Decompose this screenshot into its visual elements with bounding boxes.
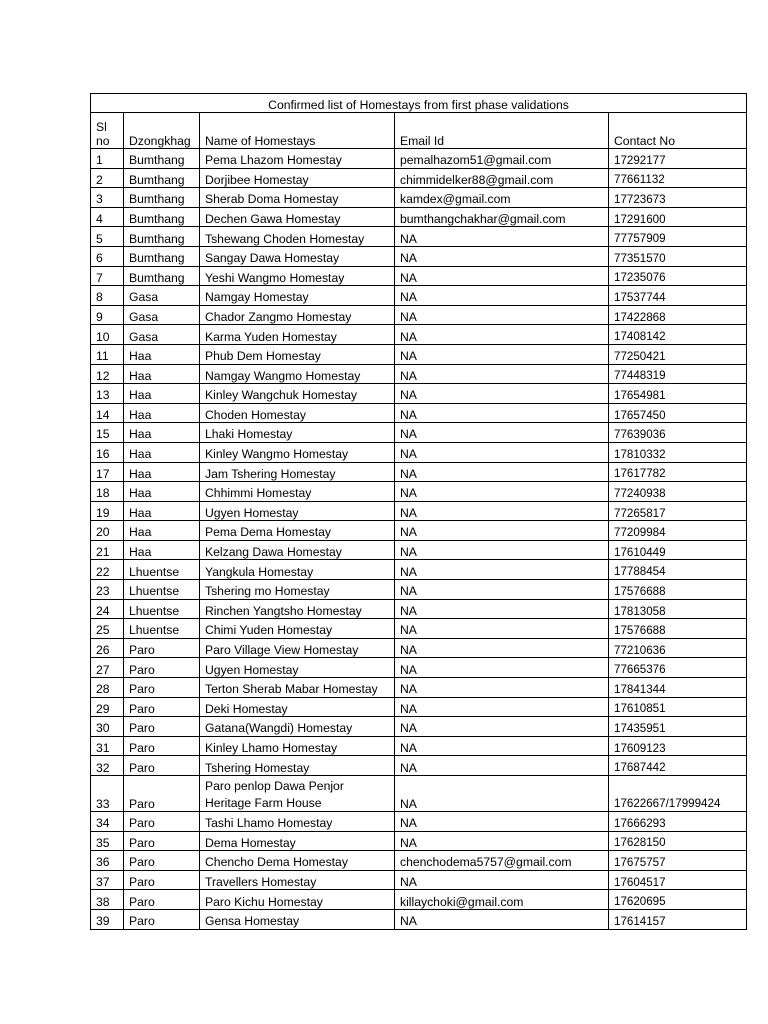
cell-email: NA: [395, 540, 609, 560]
cell-dzongkhag: Paro: [124, 697, 200, 717]
cell-sl-no: 31: [91, 736, 124, 756]
cell-homestay-name: Sherab Doma Homestay: [200, 188, 395, 208]
cell-sl-no: 25: [91, 619, 124, 639]
table-title: Confirmed list of Homestays from first phase validations: [91, 94, 747, 113]
cell-email: NA: [395, 344, 609, 364]
cell-homestay-name: Namgay Wangmo Homestay: [200, 364, 395, 384]
cell-dzongkhag: Paro: [124, 812, 200, 832]
cell-dzongkhag: Haa: [124, 403, 200, 423]
cell-contact: 17666293: [609, 812, 747, 832]
table-row: [91, 423, 747, 443]
cell-email: NA: [395, 658, 609, 678]
cell-dzongkhag: Haa: [124, 364, 200, 384]
cell-contact: 77209984: [609, 521, 747, 541]
cell-contact: 77448319: [609, 364, 747, 384]
table-row: [91, 678, 747, 698]
cell-sl-no: 8: [91, 286, 124, 306]
cell-dzongkhag: Paro: [124, 756, 200, 776]
cell-contact: 17788454: [609, 560, 747, 580]
cell-homestay-name: Ugyen Homestay: [200, 501, 395, 521]
table-row: [91, 909, 747, 929]
cell-dzongkhag: Gasa: [124, 286, 200, 306]
cell-homestay-name: Chhimmi Homestay: [200, 482, 395, 502]
cell-sl-no: 20: [91, 521, 124, 541]
cell-email: NA: [395, 812, 609, 832]
cell-email: NA: [395, 462, 609, 482]
table-row: [91, 521, 747, 541]
table-body: [91, 149, 747, 930]
homestay-table: [90, 93, 747, 930]
cell-contact: 17610449: [609, 540, 747, 560]
cell-email: killaychoki@gmail.com: [395, 890, 609, 910]
cell-contact: 77351570: [609, 246, 747, 266]
cell-homestay-name: Kinley Wangmo Homestay: [200, 442, 395, 462]
cell-homestay-name: Dechen Gawa Homestay: [200, 207, 395, 227]
cell-dzongkhag: Bumthang: [124, 246, 200, 266]
cell-email: NA: [395, 756, 609, 776]
cell-sl-no: 10: [91, 325, 124, 345]
table-row: [91, 149, 747, 169]
cell-homestay-name: Pema Dema Homestay: [200, 521, 395, 541]
cell-sl-no: 23: [91, 580, 124, 600]
cell-sl-no: 29: [91, 697, 124, 717]
table-row: [91, 501, 747, 521]
cell-homestay-name: Ugyen Homestay: [200, 658, 395, 678]
cell-email: NA: [395, 599, 609, 619]
cell-homestay-name: Kelzang Dawa Homestay: [200, 540, 395, 560]
column-header-email: Email Id: [395, 113, 609, 149]
cell-email: NA: [395, 286, 609, 306]
table-row: [91, 403, 747, 423]
table-row: [91, 851, 747, 871]
cell-email: NA: [395, 717, 609, 737]
cell-homestay-name: Kinley Wangchuk Homestay: [200, 384, 395, 404]
cell-dzongkhag: Haa: [124, 344, 200, 364]
cell-contact: 17292177: [609, 149, 747, 169]
cell-sl-no: 5: [91, 227, 124, 247]
cell-email: NA: [395, 638, 609, 658]
table-row: [91, 305, 747, 325]
table-row: [91, 188, 747, 208]
cell-dzongkhag: Lhuentse: [124, 599, 200, 619]
cell-contact: 17408142: [609, 325, 747, 345]
cell-contact: 77665376: [609, 658, 747, 678]
table-row: [91, 658, 747, 678]
cell-email: NA: [395, 246, 609, 266]
table-row: [91, 756, 747, 776]
cell-contact: 77250421: [609, 344, 747, 364]
cell-email: NA: [395, 909, 609, 929]
cell-homestay-name: Paro penlop Dawa Penjor Heritage Farm House: [200, 776, 395, 812]
cell-contact: 17235076: [609, 266, 747, 286]
cell-homestay-name: Chimi Yuden Homestay: [200, 619, 395, 639]
cell-email: NA: [395, 580, 609, 600]
cell-email: NA: [395, 678, 609, 698]
cell-sl-no: 9: [91, 305, 124, 325]
cell-contact: 17576688: [609, 619, 747, 639]
cell-sl-no: 13: [91, 384, 124, 404]
cell-homestay-name: Pema Lhazom Homestay: [200, 149, 395, 169]
cell-email: bumthangchakhar@gmail.com: [395, 207, 609, 227]
table-row: [91, 344, 747, 364]
cell-email: NA: [395, 364, 609, 384]
cell-email: NA: [395, 403, 609, 423]
cell-dzongkhag: Haa: [124, 521, 200, 541]
table-row: [91, 246, 747, 266]
table-row: [91, 384, 747, 404]
cell-email: NA: [395, 560, 609, 580]
table-row: [91, 442, 747, 462]
cell-homestay-name: Paro Village View Homestay: [200, 638, 395, 658]
table-row: [91, 560, 747, 580]
cell-dzongkhag: Gasa: [124, 305, 200, 325]
cell-dzongkhag: Paro: [124, 870, 200, 890]
cell-homestay-name: Gatana(Wangdi) Homestay: [200, 717, 395, 737]
table-row: [91, 482, 747, 502]
cell-email: NA: [395, 384, 609, 404]
cell-email: NA: [395, 442, 609, 462]
header-row: [91, 113, 747, 149]
cell-sl-no: 12: [91, 364, 124, 384]
cell-email: NA: [395, 266, 609, 286]
cell-dzongkhag: Lhuentse: [124, 619, 200, 639]
cell-dzongkhag: Bumthang: [124, 188, 200, 208]
cell-sl-no: 35: [91, 831, 124, 851]
cell-homestay-name: Jam Tshering Homestay: [200, 462, 395, 482]
cell-contact: 17723673: [609, 188, 747, 208]
cell-homestay-name: Dema Homestay: [200, 831, 395, 851]
column-header-sl-no: Sl no: [91, 113, 124, 149]
cell-email: NA: [395, 831, 609, 851]
cell-sl-no: 36: [91, 851, 124, 871]
cell-homestay-name: Lhaki Homestay: [200, 423, 395, 443]
cell-email: NA: [395, 227, 609, 247]
table-row: [91, 638, 747, 658]
cell-email: NA: [395, 482, 609, 502]
cell-dzongkhag: Paro: [124, 736, 200, 756]
cell-dzongkhag: Paro: [124, 678, 200, 698]
cell-sl-no: 39: [91, 909, 124, 929]
cell-sl-no: 33: [91, 776, 124, 812]
cell-sl-no: 28: [91, 678, 124, 698]
cell-sl-no: 27: [91, 658, 124, 678]
table-row: [91, 599, 747, 619]
cell-sl-no: 11: [91, 344, 124, 364]
cell-sl-no: 30: [91, 717, 124, 737]
cell-homestay-name: Kinley Lhamo Homestay: [200, 736, 395, 756]
cell-homestay-name: Tshering mo Homestay: [200, 580, 395, 600]
cell-homestay-name: Karma Yuden Homestay: [200, 325, 395, 345]
cell-contact: 77639036: [609, 423, 747, 443]
table-row: [91, 168, 747, 188]
cell-email: chimmidelker88@gmail.com: [395, 168, 609, 188]
cell-dzongkhag: Paro: [124, 851, 200, 871]
cell-contact: 17609123: [609, 736, 747, 756]
cell-homestay-name: Choden Homestay: [200, 403, 395, 423]
cell-sl-no: 22: [91, 560, 124, 580]
table-row: [91, 717, 747, 737]
cell-sl-no: 18: [91, 482, 124, 502]
cell-contact: 77661132: [609, 168, 747, 188]
cell-contact: 17614157: [609, 909, 747, 929]
cell-sl-no: 21: [91, 540, 124, 560]
cell-dzongkhag: Bumthang: [124, 149, 200, 169]
cell-contact: 17617782: [609, 462, 747, 482]
table-row: [91, 286, 747, 306]
cell-homestay-name: Gensa Homestay: [200, 909, 395, 929]
table-row: [91, 325, 747, 345]
table-row: [91, 266, 747, 286]
cell-sl-no: 1: [91, 149, 124, 169]
cell-email: NA: [395, 619, 609, 639]
table-row: [91, 580, 747, 600]
cell-homestay-name: Rinchen Yangtsho Homestay: [200, 599, 395, 619]
cell-sl-no: 34: [91, 812, 124, 832]
cell-dzongkhag: Paro: [124, 776, 200, 812]
cell-dzongkhag: Bumthang: [124, 168, 200, 188]
cell-sl-no: 6: [91, 246, 124, 266]
cell-contact: 17620695: [609, 890, 747, 910]
cell-email: NA: [395, 521, 609, 541]
cell-contact: 17610851: [609, 697, 747, 717]
cell-sl-no: 14: [91, 403, 124, 423]
cell-sl-no: 32: [91, 756, 124, 776]
column-header-name: Name of Homestays: [200, 113, 395, 149]
cell-dzongkhag: Haa: [124, 540, 200, 560]
cell-homestay-name: Dorjibee Homestay: [200, 168, 395, 188]
cell-homestay-name: Tshering Homestay: [200, 756, 395, 776]
cell-sl-no: 26: [91, 638, 124, 658]
table-row: [91, 890, 747, 910]
cell-homestay-name: Travellers Homestay: [200, 870, 395, 890]
cell-homestay-name: Tshewang Choden Homestay: [200, 227, 395, 247]
cell-email: NA: [395, 423, 609, 443]
cell-dzongkhag: Bumthang: [124, 227, 200, 247]
table-row: [91, 870, 747, 890]
cell-dzongkhag: Haa: [124, 482, 200, 502]
cell-sl-no: 37: [91, 870, 124, 890]
cell-sl-no: 3: [91, 188, 124, 208]
cell-dzongkhag: Paro: [124, 658, 200, 678]
cell-sl-no: 4: [91, 207, 124, 227]
cell-sl-no: 19: [91, 501, 124, 521]
table-row: [91, 736, 747, 756]
cell-dzongkhag: Haa: [124, 442, 200, 462]
cell-contact: 17537744: [609, 286, 747, 306]
cell-homestay-name: Namgay Homestay: [200, 286, 395, 306]
cell-homestay-name: Terton Sherab Mabar Homestay: [200, 678, 395, 698]
cell-email: chenchodema5757@gmail.com: [395, 851, 609, 871]
cell-email: NA: [395, 870, 609, 890]
table-row: [91, 207, 747, 227]
cell-sl-no: 24: [91, 599, 124, 619]
cell-dzongkhag: Bumthang: [124, 266, 200, 286]
cell-dzongkhag: Lhuentse: [124, 580, 200, 600]
table-row: [91, 227, 747, 247]
cell-contact: 17813058: [609, 599, 747, 619]
cell-email: NA: [395, 305, 609, 325]
cell-contact: 17675757: [609, 851, 747, 871]
cell-sl-no: 15: [91, 423, 124, 443]
table-row: [91, 812, 747, 832]
cell-contact: 17604517: [609, 870, 747, 890]
cell-contact: 77240938: [609, 482, 747, 502]
table-row: [91, 831, 747, 851]
cell-dzongkhag: Paro: [124, 831, 200, 851]
cell-dzongkhag: Paro: [124, 890, 200, 910]
cell-email: NA: [395, 736, 609, 756]
cell-homestay-name: Chencho Dema Homestay: [200, 851, 395, 871]
cell-contact: 17435951: [609, 717, 747, 737]
cell-homestay-name: Phub Dem Homestay: [200, 344, 395, 364]
cell-homestay-name: Chador Zangmo Homestay: [200, 305, 395, 325]
column-header-dzongkhag: Dzongkhag: [124, 113, 200, 149]
cell-contact: 17576688: [609, 580, 747, 600]
cell-dzongkhag: Paro: [124, 638, 200, 658]
cell-contact: 17291600: [609, 207, 747, 227]
cell-dzongkhag: Haa: [124, 501, 200, 521]
cell-dzongkhag: Paro: [124, 717, 200, 737]
table-row: [91, 697, 747, 717]
cell-homestay-name: Paro Kichu Homestay: [200, 890, 395, 910]
cell-sl-no: 2: [91, 168, 124, 188]
cell-sl-no: 7: [91, 266, 124, 286]
cell-homestay-name: Yangkula Homestay: [200, 560, 395, 580]
cell-sl-no: 17: [91, 462, 124, 482]
cell-contact: 17628150: [609, 831, 747, 851]
cell-homestay-name: Deki Homestay: [200, 697, 395, 717]
cell-dzongkhag: Haa: [124, 423, 200, 443]
cell-homestay-name: Tashi Lhamo Homestay: [200, 812, 395, 832]
cell-contact: 77757909: [609, 227, 747, 247]
table-row: [91, 364, 747, 384]
cell-contact: 17654981: [609, 384, 747, 404]
cell-sl-no: 16: [91, 442, 124, 462]
table-row: [91, 540, 747, 560]
cell-dzongkhag: Gasa: [124, 325, 200, 345]
cell-contact: 77210636: [609, 638, 747, 658]
cell-contact: 17422868: [609, 305, 747, 325]
cell-homestay-name: Yeshi Wangmo Homestay: [200, 266, 395, 286]
column-header-contact: Contact No: [609, 113, 747, 149]
cell-contact: 17687442: [609, 756, 747, 776]
cell-homestay-name: Sangay Dawa Homestay: [200, 246, 395, 266]
cell-email: NA: [395, 697, 609, 717]
cell-dzongkhag: Bumthang: [124, 207, 200, 227]
cell-contact: 17841344: [609, 678, 747, 698]
table-row: [91, 619, 747, 639]
cell-email: NA: [395, 776, 609, 812]
cell-contact: 17622667/17999424: [609, 776, 747, 812]
cell-contact: 17810332: [609, 442, 747, 462]
cell-contact: 77265817: [609, 501, 747, 521]
cell-dzongkhag: Haa: [124, 462, 200, 482]
cell-email: NA: [395, 501, 609, 521]
cell-email: pemalhazom51@gmail.com: [395, 149, 609, 169]
cell-dzongkhag: Lhuentse: [124, 560, 200, 580]
cell-email: kamdex@gmail.com: [395, 188, 609, 208]
cell-contact: 17657450: [609, 403, 747, 423]
cell-sl-no: 38: [91, 890, 124, 910]
table-row: [91, 462, 747, 482]
cell-email: NA: [395, 325, 609, 345]
table-row: [91, 776, 747, 812]
cell-dzongkhag: Haa: [124, 384, 200, 404]
cell-dzongkhag: Paro: [124, 909, 200, 929]
